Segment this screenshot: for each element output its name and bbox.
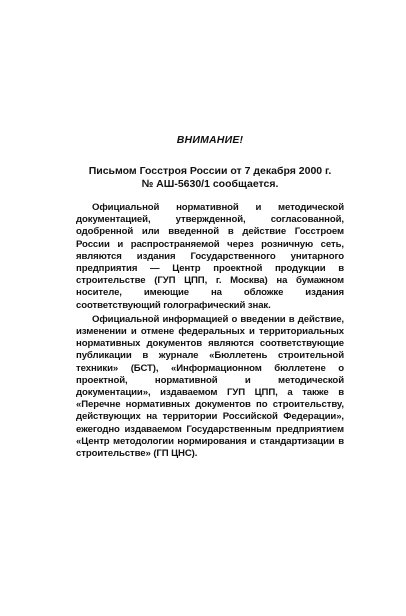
letter-heading — [76, 165, 344, 190]
notice-title: ВНИМАНИЕ! — [176, 134, 244, 146]
letter-heading-line-2: № АШ-5630/1 сообщается. — [141, 177, 279, 190]
letter-heading-line-1: Письмом Госстроя России от 7 декабря 2000 г. — [88, 165, 332, 177]
paragraph-official-documentation: Официальной нормативной и методической документацией, утвержденной, согласованной, одобренной или введенной в действие Госстроем России и распространяемой через розничную сеть, являются издания Государственного унитарного предприятия — Центр проектной продукции в строительстве (ГУП ЦПП, г. Москва) на бумажном носителе, имеющие на обложке издания соответствующий голографический знак. — [76, 202, 344, 311]
paragraph-official-information: Официальной информацией о введении в действие, изменении и отмене федеральных и территориальных нормативных документов являются соответствующие публикации в журнале «Бюллетень строительной техники» (БСТ), «Информационном бюллетене о проектной, нормативной и методической документации», издаваемом ГУП ЦПП, а также в «Перечне нормативных документов по строительству, действующих на территории Российской Федерации», ежегодно издаваемом Государственным предприятием «Центр методологии нормирования и стандартизации в строительстве» (ГП ЦНС). — [76, 313, 344, 460]
notice-block — [76, 134, 344, 462]
